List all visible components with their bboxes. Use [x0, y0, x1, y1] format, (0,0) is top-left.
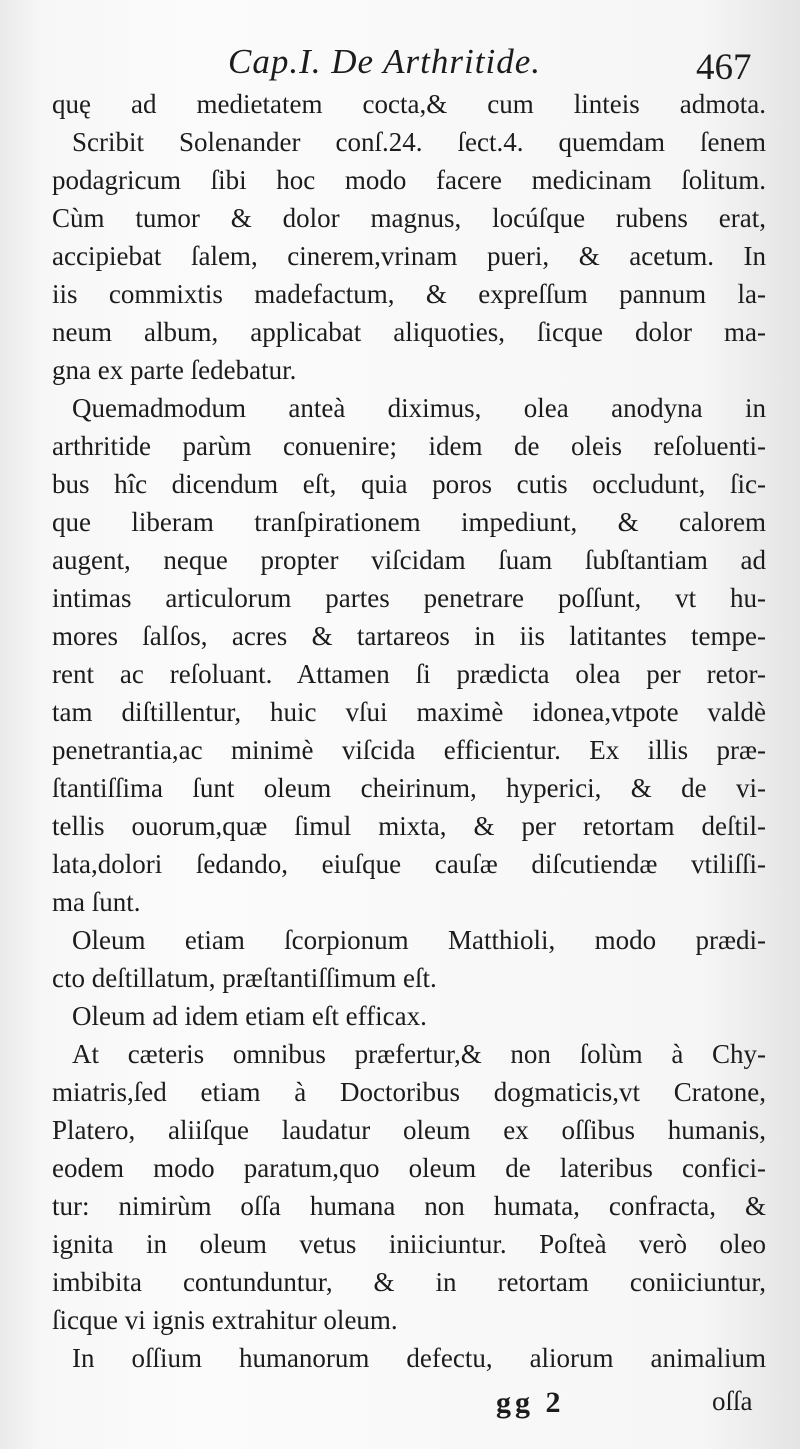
signature-mark: gg 2	[496, 1386, 565, 1419]
text-line: ſtantiſſima ſunt oleum cheirinum, hyperici, & de vi-	[52, 773, 766, 803]
text-line: mores ſalſos, acres & tartareos in iis latitantes tempe-	[52, 621, 766, 651]
text-line: Platero, aliiſque laudatur oleum ex oſſibus humanis,	[52, 1115, 766, 1145]
text-line: In oſſium humanorum defectu, aliorum animalium	[72, 1343, 766, 1373]
text-line: arthritide parùm conuenire; idem de oleis reſoluenti-	[52, 431, 766, 461]
text-line: penetrantia,ac minimè viſcida efficientur. Ex illis præ-	[52, 735, 766, 765]
text-line: accipiebat ſalem, cinerem,vrinam pueri, & acetum. In	[52, 241, 766, 271]
text-line: tur: nimirùm oſſa humana non humata, confracta, &	[52, 1191, 766, 1221]
text-line: neum album, applicabat aliquoties, ſicque dolor ma-	[52, 317, 766, 347]
page-footer	[0, 1386, 800, 1426]
body-text	[0, 84, 800, 1384]
text-line: ſicque vi ignis extrahitur oleum.	[52, 1305, 398, 1335]
text-line: bus hîc dicendum eſt, quia poros cutis occludunt, ſic-	[52, 469, 766, 499]
text-line: rent ac reſoluant. Attamen ſi prædicta olea per retor-	[52, 659, 766, 689]
text-line: iis commixtis madefactum, & expreſſum pannum la-	[52, 279, 766, 309]
text-line: ignita in oleum vetus iniiciuntur. Poſteà verò oleo	[52, 1229, 766, 1259]
text-line: Cùm tumor & dolor magnus, locúſque rubens erat,	[52, 203, 766, 233]
text-line: eodem modo paratum,quo oleum de lateribus confici-	[52, 1153, 766, 1183]
text-line: miatris,ſed etiam à Doctoribus dogmaticis,vt Cratone,	[52, 1077, 766, 1107]
text-line: Quemadmodum anteà diximus, olea anodyna in	[72, 393, 766, 423]
page-number: 467	[696, 47, 752, 88]
text-line: tam diſtillentur, huic vſui maximè idonea,vtpote valdè	[52, 697, 766, 727]
text-line: quę ad medietatem cocta,& cum linteis admota.	[52, 89, 766, 119]
text-line: gna ex parte ſedebatur.	[52, 355, 297, 385]
text-line: ma ſunt.	[52, 887, 141, 917]
text-line: tellis ouorum,quæ ſimul mixta, & per retortam deſtil-	[52, 811, 766, 841]
text-line: At cæteris omnibus præfertur,& non ſolùm à Chy-	[72, 1039, 766, 1069]
text-line: Oleum etiam ſcorpionum Matthioli, modo prædi-	[72, 925, 766, 955]
text-line: Oleum ad idem etiam eſt efficax.	[72, 1001, 427, 1031]
text-line: podagricum ſibi hoc modo facere medicinam ſolitum.	[52, 165, 766, 195]
text-line: imbibita contunduntur, & in retortam coniiciuntur,	[52, 1267, 766, 1297]
text-line: intimas articulorum partes penetrare poſſunt, vt hu-	[52, 583, 766, 613]
text-line: Scribit Solenander conſ.24. ſect.4. quemdam ſenem	[72, 127, 766, 157]
text-line: que liberam tranſpirationem impediunt, & calorem	[52, 507, 766, 537]
text-line: cto deſtillatum, præſtantiſſimum eſt.	[52, 963, 437, 993]
catchword: oſſa	[712, 1386, 753, 1416]
text-line: lata,dolori ſedando, eiuſque cauſæ diſcutiendæ vtiliſſi-	[52, 849, 766, 879]
text-line: augent, neque propter viſcidam ſuam ſubſtantiam ad	[52, 545, 766, 575]
running-head: Cap.I. De Arthritide.	[228, 42, 541, 81]
